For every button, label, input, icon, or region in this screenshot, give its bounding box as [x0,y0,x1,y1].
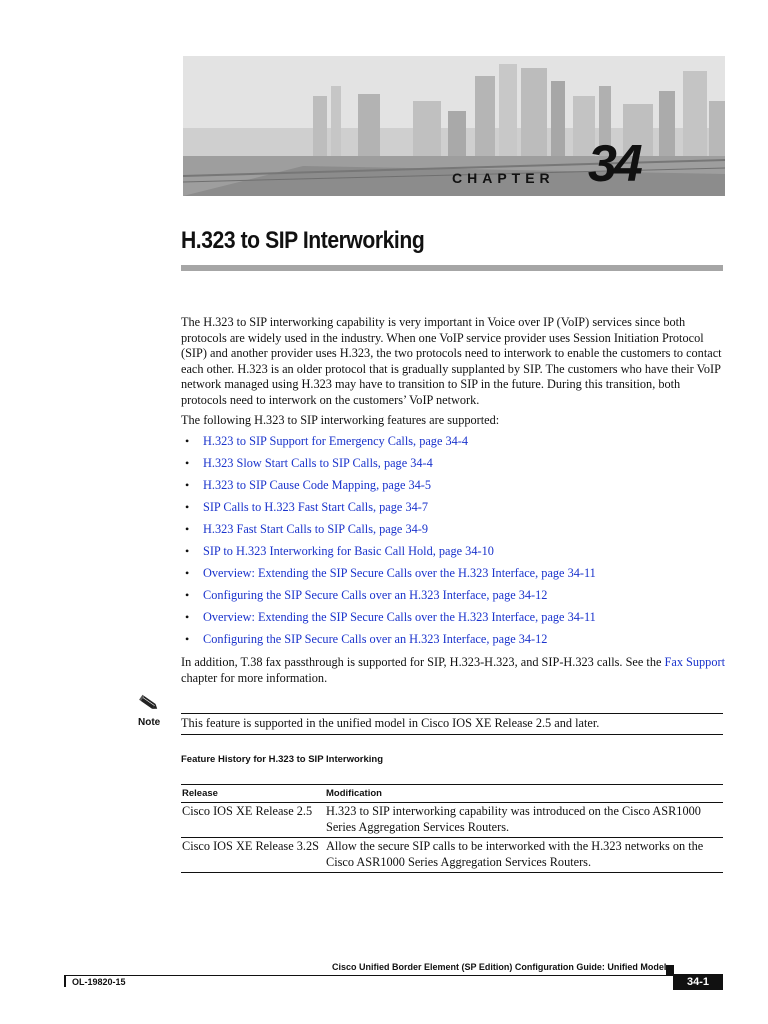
feature-link[interactable]: SIP Calls to H.323 Fast Start Calls, page 34-7 [203,500,428,514]
passthrough-paragraph [181,655,726,686]
chapter-label: CHAPTER [452,170,555,186]
table-row [181,803,723,838]
list-item [181,565,726,587]
feature-link[interactable]: H.323 to SIP Cause Code Mapping, page 34-5 [203,478,432,492]
passthrough-text-after: chapter for more information. [181,670,328,685]
list-item [181,521,726,543]
footer-left-mark [64,975,66,987]
feature-link[interactable]: SIP to H.323 Interworking for Basic Call Hold, page 34-10 [203,544,494,558]
bullet-icon: • [185,522,190,536]
bullet-icon: • [185,544,190,558]
table-header-row [181,784,723,803]
note-text: This feature is supported in the unified model in Cisco IOS XE Release 2.5 and later. [181,716,600,730]
feature-link[interactable]: Configuring the SIP Secure Calls over an H.323 Interface, page 34-12 [203,632,548,646]
list-item [181,477,726,499]
page-number: 34-1 [673,974,723,990]
bullet-icon: • [185,610,190,624]
bullet-icon: • [185,566,190,580]
doc-id: OL-19820-15 [72,977,126,987]
note-rule-bottom [181,734,723,735]
feature-link[interactable]: H.323 to SIP Support for Emergency Calls, page 34-4 [203,434,469,448]
footer-rule [64,975,686,976]
header-release: Release [182,788,218,800]
features-intro: The following H.323 to SIP interworking features are supported: [181,413,500,427]
bullet-icon: • [185,478,190,492]
note-rule-top [181,713,723,714]
list-item [181,587,726,609]
list-item [181,455,726,477]
modification-cell: Allow the secure SIP calls to be interworked with the H.323 networks on the Cisco ASR1000 Series Aggregation Services Routers. [326,839,704,869]
release-cell: Cisco IOS XE Release 2.5 [182,804,313,818]
header-modification: Modification [326,788,382,800]
feature-link[interactable]: H.323 Fast Start Calls to SIP Calls, page 34-9 [203,522,428,536]
list-item [181,433,726,455]
page-title: H.323 to SIP Interworking [181,227,425,254]
bullet-icon: • [185,434,190,448]
footer-guide-title: Cisco Unified Border Element (SP Edition) Configuration Guide: Unified Model [332,962,667,972]
bullet-icon: • [185,632,190,646]
chapter-number: 34 [588,135,640,193]
feature-link[interactable]: Configuring the SIP Secure Calls over an H.323 Interface, page 34-12 [203,588,548,602]
title-rule [181,265,723,271]
table-row [181,838,723,873]
table-title: Feature History for H.323 to SIP Interworking [181,754,384,765]
fax-support-link[interactable]: Fax Support [664,655,725,669]
release-cell: Cisco IOS XE Release 3.2S [182,839,319,853]
list-item [181,543,726,565]
list-item [181,499,726,521]
feature-list [181,433,726,653]
feature-link[interactable]: H.323 Slow Start Calls to SIP Calls, page 34-4 [203,456,433,470]
feature-link[interactable]: Overview: Extending the SIP Secure Calls over the H.323 Interface, page 34-11 [203,566,596,580]
note-label: Note [138,717,161,728]
feature-link[interactable]: Overview: Extending the SIP Secure Calls over the H.323 Interface, page 34-11 [203,610,596,624]
intro-paragraph: The H.323 to SIP interworking capability is very important in Voice over IP (VoIP) services since both protocols are widely used in the industry. When one VoIP service provider uses Session Initiation Protocol (SIP) and another provider uses H.323, the two protocols need to interwork to enable the customers to contact each other. H.323 is an older protocol that is gradually supplanted by SIP. The customers who have their VoIP network managed using H.323 may have to transition to SIP in the future. During this transition, both protocols need to interwork on the customers’ VoIP network. [181,315,722,407]
pencil-icon [138,693,160,718]
bullet-icon: • [185,500,190,514]
passthrough-text-before: In addition, T.38 fax passthrough is supported for SIP, H.323-H.323, and SIP-H.323 calls. See the [181,655,665,669]
modification-cell: H.323 to SIP interworking capability was introduced on the Cisco ASR1000 Series Aggregation Services Routers. [326,804,701,834]
feature-history-table [181,784,723,873]
list-item [181,609,726,631]
bullet-icon: • [185,588,190,602]
bullet-icon: • [185,456,190,470]
list-item [181,631,726,653]
